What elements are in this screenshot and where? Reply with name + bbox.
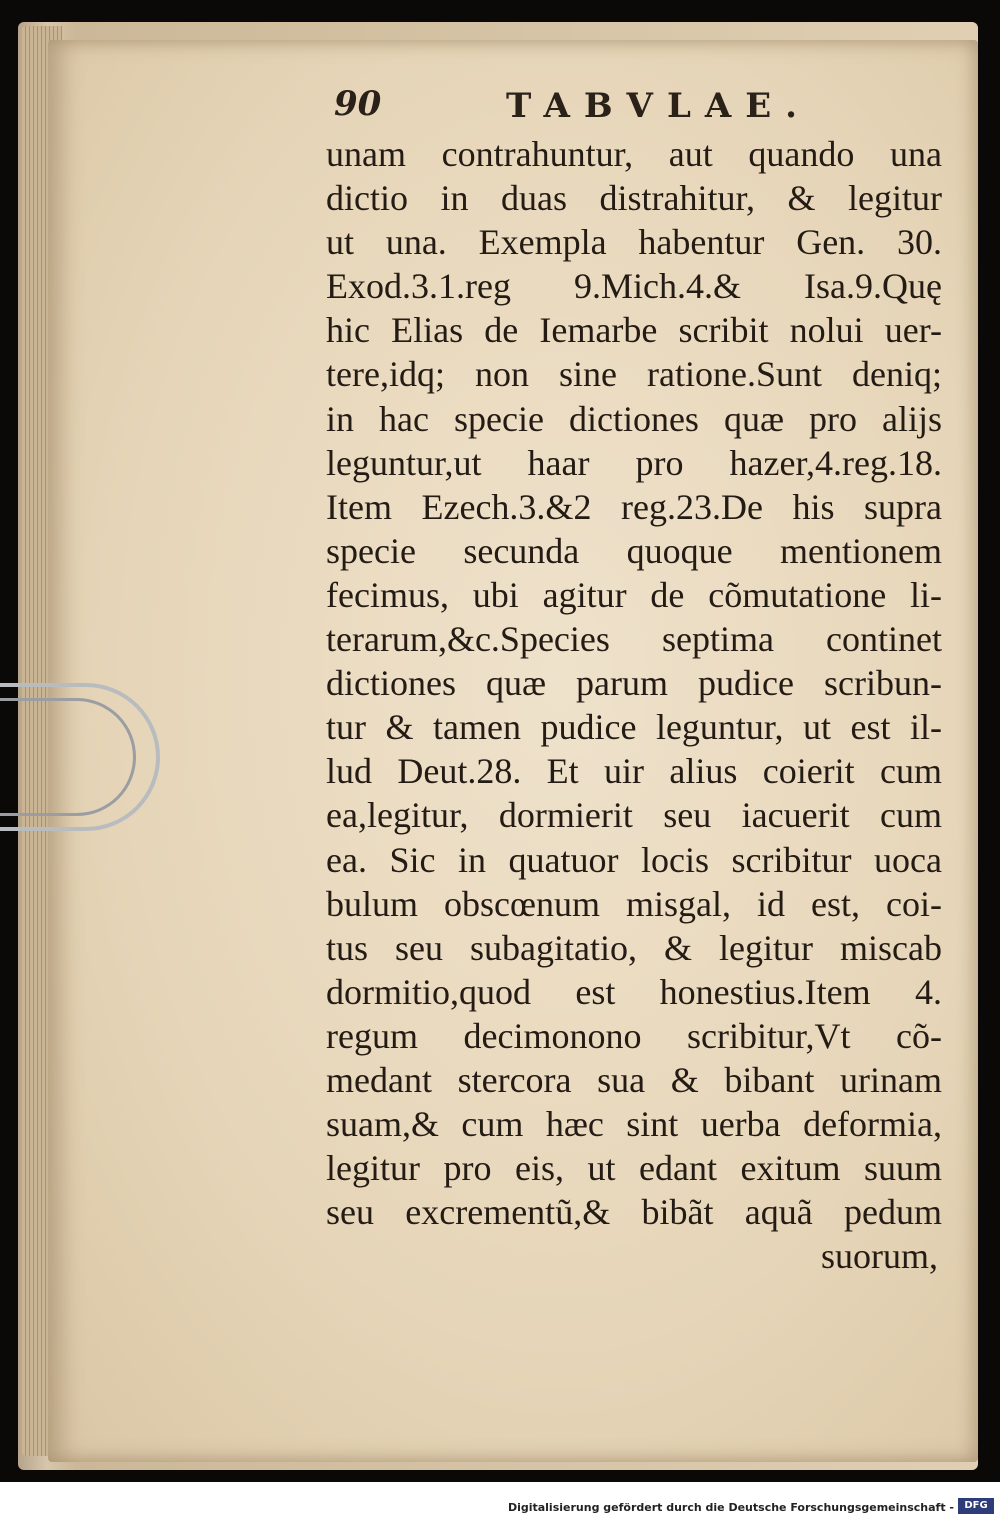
credit-bar xyxy=(0,1482,1000,1520)
text-line: ea. Sic in quatuor locis scribitur uoca xyxy=(326,839,942,880)
body-text xyxy=(326,132,942,1278)
text-line: specie secunda quoque mentionem xyxy=(326,530,942,571)
text-line: Item Ezech.3.&2 reg.23.De his supra xyxy=(326,486,942,527)
text-line: leguntur,ut haar pro hazer,4.reg.18. xyxy=(326,442,942,483)
text-line: terarum,&c.Species septima continet xyxy=(326,619,942,660)
funding-credit: Digitalisierung gefördert durch die Deutsche Forschungsgemeinschaft - xyxy=(507,1501,954,1514)
text-line: legitur pro eis, ut edant exitum suum xyxy=(326,1148,942,1189)
text-line: dictio in duas distrahitur, & legitur xyxy=(326,178,942,219)
text-line: suam,& cum hæc sint uerba deformia, xyxy=(326,1104,942,1145)
text-line: Exod.3.1.reg 9.Mich.4.& Isa.9.Quę xyxy=(326,266,942,307)
text-line: in hac specie dictiones quæ pro alijs xyxy=(326,398,942,439)
text-line: unam contrahuntur, aut quando una xyxy=(326,134,942,174)
text-line: tere,idq; non sine ratione.Sunt deniq; xyxy=(326,354,942,395)
text-line: seu excrementũ,& bibãt aquã pedum xyxy=(326,1192,942,1233)
page-number: 90 xyxy=(334,84,382,124)
text-line: medant stercora sua & bibant urinam xyxy=(326,1059,942,1100)
text-line: tur & tamen pudice leguntur, ut est il- xyxy=(326,707,942,748)
text-line: regum decimonono scribitur,Vt cõ- xyxy=(326,1015,942,1056)
text-line: fecimus, ubi agitur de cõmutatione li- xyxy=(326,574,942,615)
text-line: dormitio,quod est honestius.Item 4. xyxy=(326,971,942,1012)
text-line: ea,legitur, dormierit seu iacuerit cum xyxy=(326,795,942,836)
text-line: tus seu subagitatio, & legitur miscab xyxy=(326,927,942,968)
page-header xyxy=(330,80,930,130)
text-line: dictiones quæ parum pudice scribun- xyxy=(326,663,942,704)
text-line: hic Elias de Iemarbe scribit nolui uer- xyxy=(326,310,942,351)
running-title: TABVLAE. xyxy=(506,86,811,126)
paper-clip-inner-icon xyxy=(0,698,136,816)
text-line: bulum obscœnum misgal, id est, coi- xyxy=(326,883,942,924)
catchword: suorum, xyxy=(821,1236,938,1277)
text-line: ut una. Exempla habentur Gen. 30. xyxy=(326,222,942,263)
dfg-logo: DFG xyxy=(958,1498,994,1514)
text-line: lud Deut.28. Et uir alius coierit cum xyxy=(326,751,942,792)
